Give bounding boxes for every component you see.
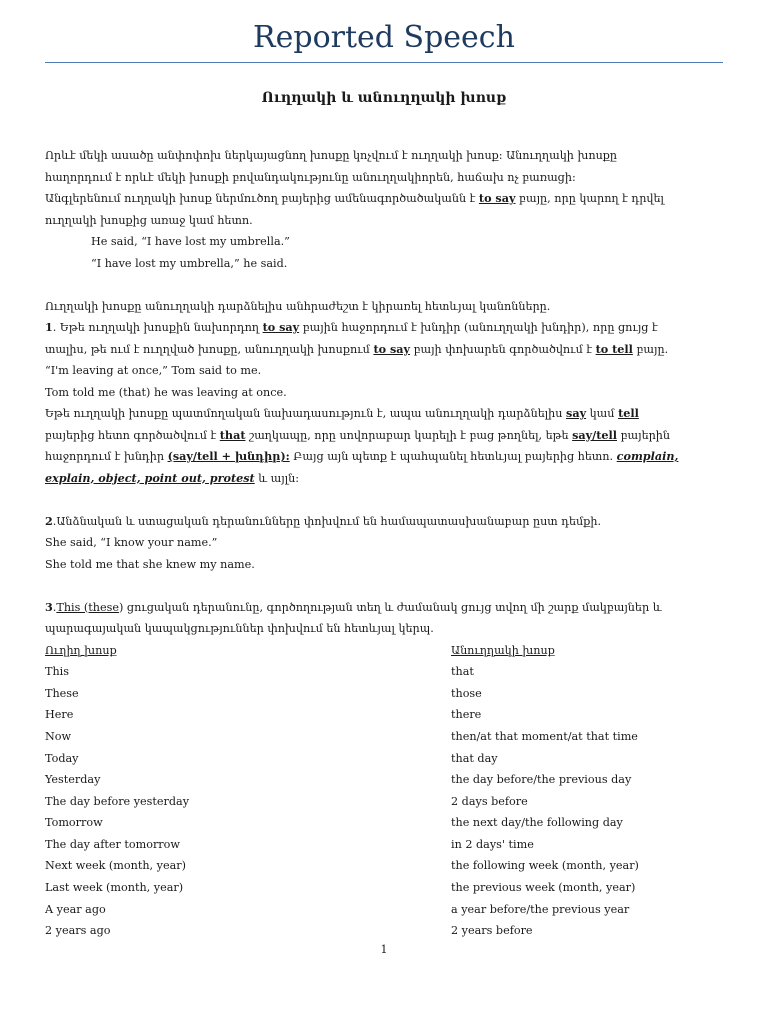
direct-cell: Now [45,729,72,743]
table-row [45,855,725,877]
example-sentence: “I'm leaving at once,” Tom said to me. [45,364,262,377]
example-sentence: She told me that she knew my name. [45,557,255,571]
indirect-cell: a year before/the previous year [451,902,630,916]
rule-number: 1 [45,320,53,334]
indirect-cell: the day before/the previous day [451,773,632,787]
table-row [45,704,725,726]
example-sentence: Tom told me (that) he was leaving at once. [45,385,287,399]
table-row [45,791,725,813]
indirect-cell: 2 years before [451,924,533,938]
direct-cell: Today [45,751,79,765]
direct-cell: A year ago [45,902,106,916]
document-title: Reported Speech [253,20,515,55]
rule-2-line: 2.Անձնական և ստացական դերանունները փոխվում են համապատասխանաբար ըստ դեմքի. [45,513,602,528]
direct-cell: 2 years ago [45,924,111,938]
table-row [45,899,725,921]
keyword: (say/tell + խնդիր): [167,449,290,463]
example-sentence: She said, “I know your name.” [45,536,218,549]
table-row [45,769,725,791]
direct-cell: The day before yesterday [45,794,190,808]
keyword: to say [373,341,411,356]
indirect-cell: that day [451,751,498,765]
rule-1-line: 1. Եթե ուղղակի խոսքին նախորդող to say բային հաջորդում է խնդիր (անուղղակի խնդիր), որը ցույց է [45,320,658,334]
indirect-cell: the following week (month, year) [451,859,639,873]
table-row [45,726,725,748]
document-body [45,145,725,942]
example-sentence: He said, “I have lost my umbrella.” [91,235,290,248]
rule-3-line: 3.This (these) ցուցական դերանունը, գործողության տեղ և ժամանակ ցույց տվող մի շարք մակբայներ և [45,599,662,614]
page-number: 1 [380,943,388,956]
direct-cell: Next week (month, year) [45,859,186,873]
indirect-cell: then/at that moment/at that time [451,729,638,743]
keyword: complain, [616,449,679,463]
direct-cell: Tomorrow [45,816,103,830]
indirect-cell: 2 days before [451,794,528,808]
rule-number: 3 [45,599,53,614]
indirect-cell: those [451,686,482,700]
rule-1-line: տալիս, թե ում է ուղղված խոսքը, անուղղակի խոսքում to say բայի փոխարեն գործածվում է to tell բայը. [45,341,669,356]
direct-cell: Last week (month, year) [45,881,184,895]
column-header-indirect: Անուղղակի խոսք [451,643,555,657]
rule-1-line: Եթե ուղղակի խոսքը պատմողական նախադասություն է, ապա անուղղակի դարձնելիս say կամ tell [45,406,639,420]
intro-line: հաղորդում է որևէ մեկի խոսքի բովանդակությունը անուղղակիորեն, հաճախ ոչ բառացի: [45,170,576,184]
keyword: tell [618,406,639,420]
keyword: to tell [595,341,633,356]
rule-1-line: explain, object, point out, protest և այլն: [45,470,300,485]
intro-line: Որևէ մեկի ասածը անփոփոխ ներկայացնող խոսքը կոչվում է ուղղակի խոսք: Անուղղակի խոսքը [45,149,618,162]
title-divider [45,62,723,63]
indirect-cell: there [451,708,482,722]
table-header-row [45,640,725,662]
direct-cell: The day after tomorrow [45,837,180,851]
indirect-cell: that [451,665,474,679]
keyword: explain, object, point out, protest [45,470,255,485]
keyword: to say [262,320,300,334]
example-sentence: “I have lost my umbrella,” he said. [91,256,288,270]
direct-cell: This [45,665,69,679]
direct-cell: Yesterday [45,773,101,787]
rule-1-line: բայերից հետո գործածվում է that շաղկապը, որը սովորաբար կարելի է բաց թողնել, եթե say/tell բայերին [45,427,671,442]
rule-3-line: պարագայական կապակցություններ փոխվում են հետևյալ կերպ. [45,622,434,635]
document-subtitle: Ուղղակի և անուղղակի խոսք [261,90,507,106]
table-row [45,683,725,705]
direct-cell: These [45,686,79,700]
conversion-table [45,640,725,942]
rules-intro: Ուղղակի խոսքը անուղղակի դարձնելիս անհրաժեշտ է կիրառել հետևյալ կանոնները. [45,299,551,313]
keyword: that [219,427,246,442]
table-row [45,661,725,683]
indirect-cell: the next day/the following day [451,816,623,830]
table-row [45,920,725,942]
table-row [45,834,725,856]
column-header-direct: Ուղիղ խոսք [45,643,117,657]
keyword: This (these [56,600,119,614]
table-row [45,877,725,899]
rule-number: 2 [45,513,53,528]
intro-line: ուղղակի խոսքից առաջ կամ հետո. [45,213,253,227]
indirect-cell: in 2 days' time [451,837,534,851]
rule-1-line: հաջորդում է խնդիր (say/tell + խնդիր): Բայց այն պետք է պահպանել հետևյալ բայերից հետո. complain, [45,449,679,463]
indirect-cell: the previous week (month, year) [451,881,636,895]
keyword: to say [478,191,516,205]
table-row [45,812,725,834]
intro-line: Անգլերենում ուղղակի խոսք ներմուծող բայերից ամենագործածականն է to say բայը, որը կարող է դրվել [45,191,664,205]
direct-cell: Here [45,708,74,722]
table-row [45,747,725,769]
keyword: say/tell [572,427,618,442]
keyword: say [566,406,587,420]
